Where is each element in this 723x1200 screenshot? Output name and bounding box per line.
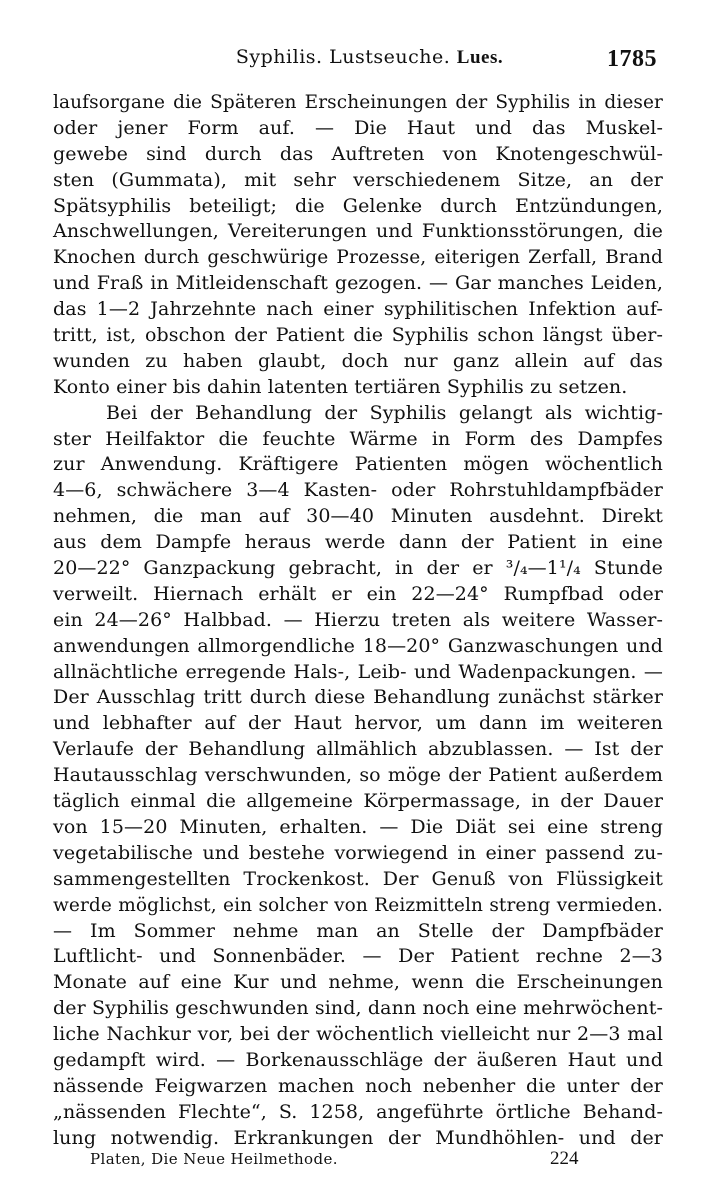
text-line: wunden zu haben glaubt, doch nur ganz allein auf das xyxy=(53,349,663,372)
text-line: Spätsyphilis beteiligt; die Gelenke durch Entzündungen, xyxy=(53,194,663,217)
text-line: laufsorgane die Späteren Erscheinungen der Syphilis in dieser xyxy=(53,92,663,113)
text-line: Hautausschlag verschwunden, so möge der Patient außerdem xyxy=(53,764,663,787)
text-line: aus dem Dampfe heraus werde dann der Patient in eine xyxy=(53,531,663,554)
text-line: Knochen durch geschwürige Prozesse, eiterigen Zerfall, Brand xyxy=(53,247,663,269)
text-line: der Syphilis geschwunden sind, dann noch eine mehrwöchent- xyxy=(53,997,663,1020)
text-line: oder jener Form auf. — Die Haut und das Muskel- xyxy=(53,116,663,139)
running-head-title xyxy=(82,46,657,69)
text-line: und lebhafter auf der Haut hervor, um dann im weiteren xyxy=(53,712,663,735)
text-line: 20—22° Ganzpackung gebracht, in der er ³/₄—1¹/₄ Stunde xyxy=(53,557,663,580)
text-line: ster Heilfaktor die feuchte Wärme in Form des Dampfes xyxy=(53,427,663,450)
text-line: werde möglichst, ein solcher von Reizmitteln streng vermieden. xyxy=(53,894,663,916)
text-line: tritt, ist, obschon der Patient die Syphilis schon längst über- xyxy=(53,324,663,347)
text-line: Der Ausschlag tritt durch diese Behandlung zunächst stärker xyxy=(53,686,663,709)
text-line: zur Anwendung. Kräftigere Patienten mögen wöchentlich xyxy=(53,453,663,476)
text-line: Monate auf eine Kur und nehme, wenn die Erscheinungen xyxy=(53,971,663,994)
page-number: 1785 xyxy=(607,46,657,72)
text-line: liche Nachkur vor, bei der wöchentlich vielleicht nur 2—3 mal xyxy=(53,1023,663,1046)
body-text xyxy=(53,90,663,1152)
text-line: lung notwendig. Erkrankungen der Mundhöhlen- und der xyxy=(53,1126,663,1149)
text-line: sammengestellten Trockenkost. Der Genuß von Flüssigkeit xyxy=(53,867,663,890)
footer-signature: Platen, Die Neue Heilmethode. xyxy=(90,1150,338,1168)
footer-sheet-number: 224 xyxy=(550,1148,579,1169)
text-line: gewebe sind durch das Auftreten von Knotengeschwül- xyxy=(53,142,663,165)
text-line: ein 24—26° Halbbad. — Hierzu treten als weitere Wasser- xyxy=(53,608,663,631)
text-line: nässende Feigwarzen machen noch nebenher die unter der xyxy=(53,1074,663,1097)
text-line: Anschwellungen, Vereiterungen und Funktionsstörungen, die xyxy=(53,220,663,243)
text-line: das 1—2 Jahrzehnte nach einer syphilitischen Infektion auf- xyxy=(53,298,663,321)
text-line: anwendungen allmorgendliche 18—20° Ganzwaschungen und xyxy=(53,634,663,657)
running-head xyxy=(82,46,657,76)
text-line: verweilt. Hiernach erhält er ein 22—24° Rumpfbad oder xyxy=(53,582,663,605)
text-line: sten (Gummata), mit sehr verschiedenem Sitze, an der xyxy=(53,168,663,191)
text-line: — Im Sommer nehme man an Stelle der Dampfbäder xyxy=(53,919,663,942)
text-line: „nässenden Flechte“, S. 1258, angeführte örtliche Behand- xyxy=(53,1100,663,1123)
text-line: Konto einer bis dahin latenten tertiären Syphilis zu setzen. xyxy=(53,375,628,398)
text-line: und Fraß in Mitleidenschaft gezogen. — Gar manches Leiden, xyxy=(53,272,663,295)
text-line: 4—6, schwächere 3—4 Kasten- oder Rohrstuhldampfbäder xyxy=(53,479,663,502)
text-line: gedampft wird. — Borkenausschläge der äußeren Haut und xyxy=(53,1048,663,1071)
text-line: allnächtliche erregende Hals-, Leib- und Wadenpackungen. — xyxy=(53,660,663,683)
text-line: vegetabilische und bestehe vorwiegend in einer passend zu- xyxy=(53,841,663,864)
running-head-title-german: Syphilis. Lustseuche. xyxy=(235,46,451,68)
running-head-title-latin: Lues. xyxy=(456,47,504,68)
text-line: Bei der Behandlung der Syphilis gelangt als wichtig- xyxy=(106,401,663,424)
text-line: Verlaufe der Behandlung allmählich abzublassen. — Ist der xyxy=(53,738,663,761)
text-line: nehmen, die man auf 30—40 Minuten ausdehnt. Direkt xyxy=(53,505,663,528)
page-footer xyxy=(90,1150,657,1174)
text-line: von 15—20 Minuten, erhalten. — Die Diät sei eine streng xyxy=(53,815,663,838)
text-line: täglich einmal die allgemeine Körpermassage, in der Dauer xyxy=(53,790,663,813)
text-line: Luftlicht- und Sonnenbäder. — Der Patient rechne 2—3 xyxy=(53,945,663,968)
